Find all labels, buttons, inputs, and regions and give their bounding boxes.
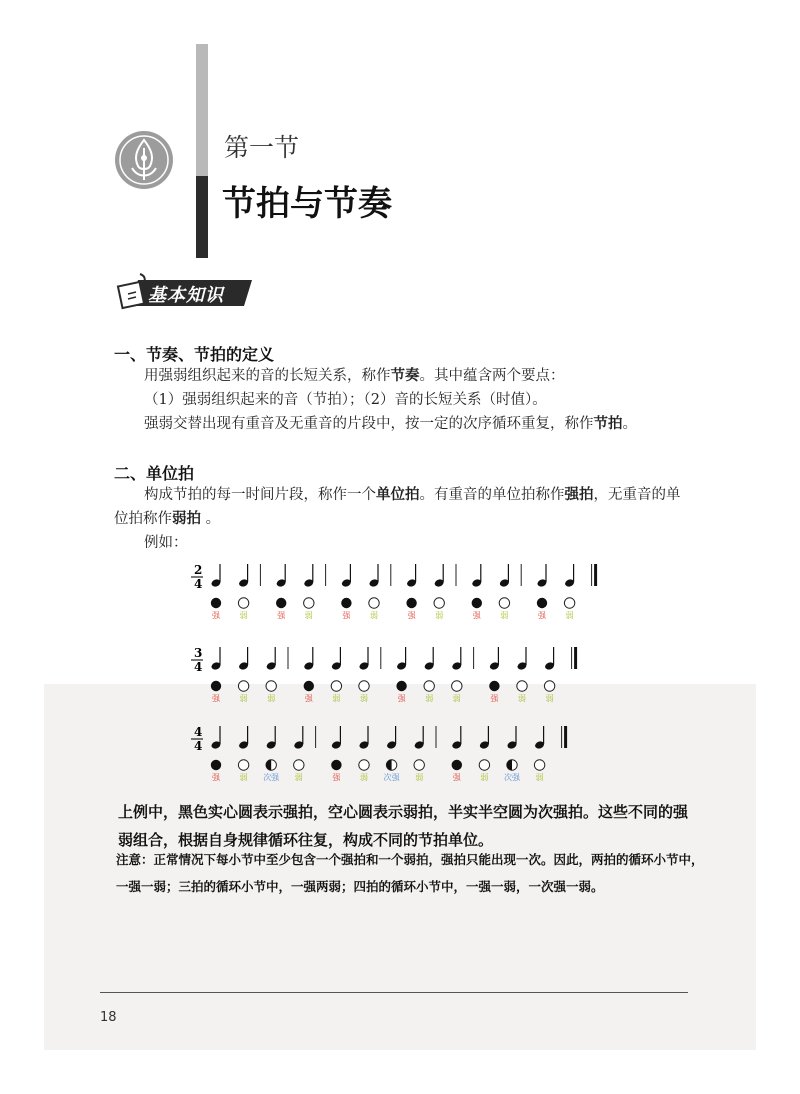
time-signature-bottom: 4 <box>194 739 203 753</box>
page-number: 18 <box>100 1010 117 1025</box>
weak-beat-circle <box>369 598 379 608</box>
paragraph-two-points: （1）强弱组织起来的音（节拍）；（2）音的长短关系（时值）。 <box>144 392 547 408</box>
weak-beat-circle <box>331 681 341 691</box>
beat-label: 强 <box>472 611 481 620</box>
footer-rule <box>100 992 688 993</box>
section-number: 第一节 <box>224 133 300 162</box>
beat-label: 强 <box>490 694 499 703</box>
beat-label: 弱 <box>304 611 313 620</box>
medium-beat-half-fill <box>507 760 512 770</box>
weak-beat-circle <box>238 598 248 608</box>
text-span: 。有重音的单位拍称作 <box>419 487 565 503</box>
term-rhythm: 节奏 <box>390 368 420 384</box>
text-span: 位拍称作 <box>114 511 172 527</box>
weak-beat-circle <box>517 681 527 691</box>
weak-beat-circle <box>359 681 369 691</box>
weak-beat-circle <box>544 681 554 691</box>
beat-label: 强 <box>452 773 461 782</box>
weak-beat-circle <box>564 598 574 608</box>
beat-label: 弱 <box>518 694 526 703</box>
time-signature-top: 3 <box>194 646 203 660</box>
text-span: 用强弱组织起来的音的长短关系，称作 <box>144 368 391 384</box>
beat-label: 弱 <box>360 694 368 703</box>
beat-label: 强 <box>212 694 220 703</box>
weak-beat-circle <box>304 598 314 608</box>
beat-label: 弱 <box>239 773 248 782</box>
beat-label: 强 <box>397 694 406 703</box>
medium-beat-half-fill <box>386 760 391 770</box>
beat-label: 弱 <box>425 694 434 703</box>
time-signature-top: 4 <box>194 725 203 739</box>
beat-label: 弱 <box>415 773 424 782</box>
weak-beat-circle <box>294 760 304 770</box>
medium-beat-half-fill <box>266 760 271 770</box>
beat-label: 强 <box>342 611 351 620</box>
beat-label: 弱 <box>545 694 554 703</box>
note-paragraph: 注意：正常情况下每小节中至少包含一个强拍和一个弱拍，强拍只能出现一次。因此，两拍的循环小节中，一强一弱；三拍的循环小节中，一强两弱；四拍的循环小节中，一强一弱，一次强一弱。 <box>116 852 704 894</box>
term-unit-beat: 单位拍 <box>376 487 420 503</box>
weak-beat-circle <box>414 760 424 770</box>
strong-beat-circle <box>452 760 462 770</box>
weak-beat-circle <box>266 681 276 691</box>
text-span: ，无重音的单 <box>593 487 681 503</box>
beat-label: 弱 <box>294 773 303 782</box>
beat-label: 弱 <box>535 773 544 782</box>
weak-beat-circle <box>424 681 434 691</box>
strong-beat-circle <box>406 598 416 608</box>
term-strong-beat: 强拍 <box>564 487 594 503</box>
beat-label: 次强 <box>504 773 520 782</box>
beat-label: 强 <box>538 611 546 620</box>
strong-beat-circle <box>537 598 547 608</box>
beat-label: 弱 <box>500 611 509 620</box>
beat-label: 弱 <box>332 694 341 703</box>
term-weak-beat: 弱拍 <box>172 511 201 527</box>
beat-label: 强 <box>304 694 313 703</box>
beat-label: 强 <box>332 773 341 782</box>
strong-beat-circle <box>211 598 221 608</box>
text-span: 。 <box>622 416 637 432</box>
heading-unit-beat: 二、单位拍 <box>114 464 195 483</box>
weak-beat-circle <box>452 681 462 691</box>
text-span: 。其中蕴含两个要点： <box>419 368 565 384</box>
heading-definition: 一、节奏、节拍的定义 <box>114 345 275 364</box>
example-label: 例如： <box>144 535 188 551</box>
weak-beat-circle <box>359 760 369 770</box>
weak-beat-circle <box>434 598 444 608</box>
beat-label: 弱 <box>452 694 461 703</box>
strong-beat-circle <box>489 681 499 691</box>
weak-beat-circle <box>238 681 248 691</box>
section-title: 节拍与节奏 <box>222 184 392 224</box>
strong-beat-circle <box>211 681 221 691</box>
time-signature-bottom: 4 <box>194 577 203 591</box>
strong-beat-circle <box>211 760 221 770</box>
beat-label: 弱 <box>360 773 368 782</box>
strong-beat-circle <box>472 598 482 608</box>
beat-label: 弱 <box>239 611 248 620</box>
term-meter: 节拍 <box>593 416 623 432</box>
strong-beat-circle <box>276 598 286 608</box>
beat-label: 次强 <box>263 773 280 782</box>
beat-label: 弱 <box>435 611 444 620</box>
beat-label: 强 <box>407 611 416 620</box>
beat-label: 次强 <box>383 773 400 782</box>
weak-beat-circle <box>534 760 544 770</box>
time-signature-bottom: 4 <box>194 660 203 674</box>
beat-label: 弱 <box>565 611 574 620</box>
weak-beat-circle <box>238 760 248 770</box>
beat-label: 弱 <box>239 694 248 703</box>
beat-label: 弱 <box>480 773 489 782</box>
strong-beat-circle <box>341 598 351 608</box>
beat-label: 弱 <box>267 694 276 703</box>
strong-beat-circle <box>304 681 314 691</box>
summary-paragraph: 上例中，黑色实心圆表示强拍，空心圆表示弱拍，半实半空圆为次强拍。这些不同的强弱组合，根据自身规律循环往复，构成不同的节拍单位。 <box>118 803 689 849</box>
text-span: 强弱交替出现有重音及无重音的片段中，按一定的次序循环重复，称作 <box>144 416 594 432</box>
weak-beat-circle <box>499 598 509 608</box>
strong-beat-circle <box>331 760 341 770</box>
strong-beat-circle <box>396 681 406 691</box>
weak-beat-circle <box>479 760 489 770</box>
text-span: 构成节拍的每一时间片段，称作一个 <box>144 487 376 503</box>
beat-label: 弱 <box>370 611 378 620</box>
beat-label: 强 <box>212 773 220 782</box>
badge-label: 基本知识 <box>148 285 224 306</box>
beat-label: 强 <box>212 611 220 620</box>
beat-label: 强 <box>277 611 286 620</box>
text-span: 。 <box>201 511 221 527</box>
time-signature-top: 2 <box>194 563 203 577</box>
